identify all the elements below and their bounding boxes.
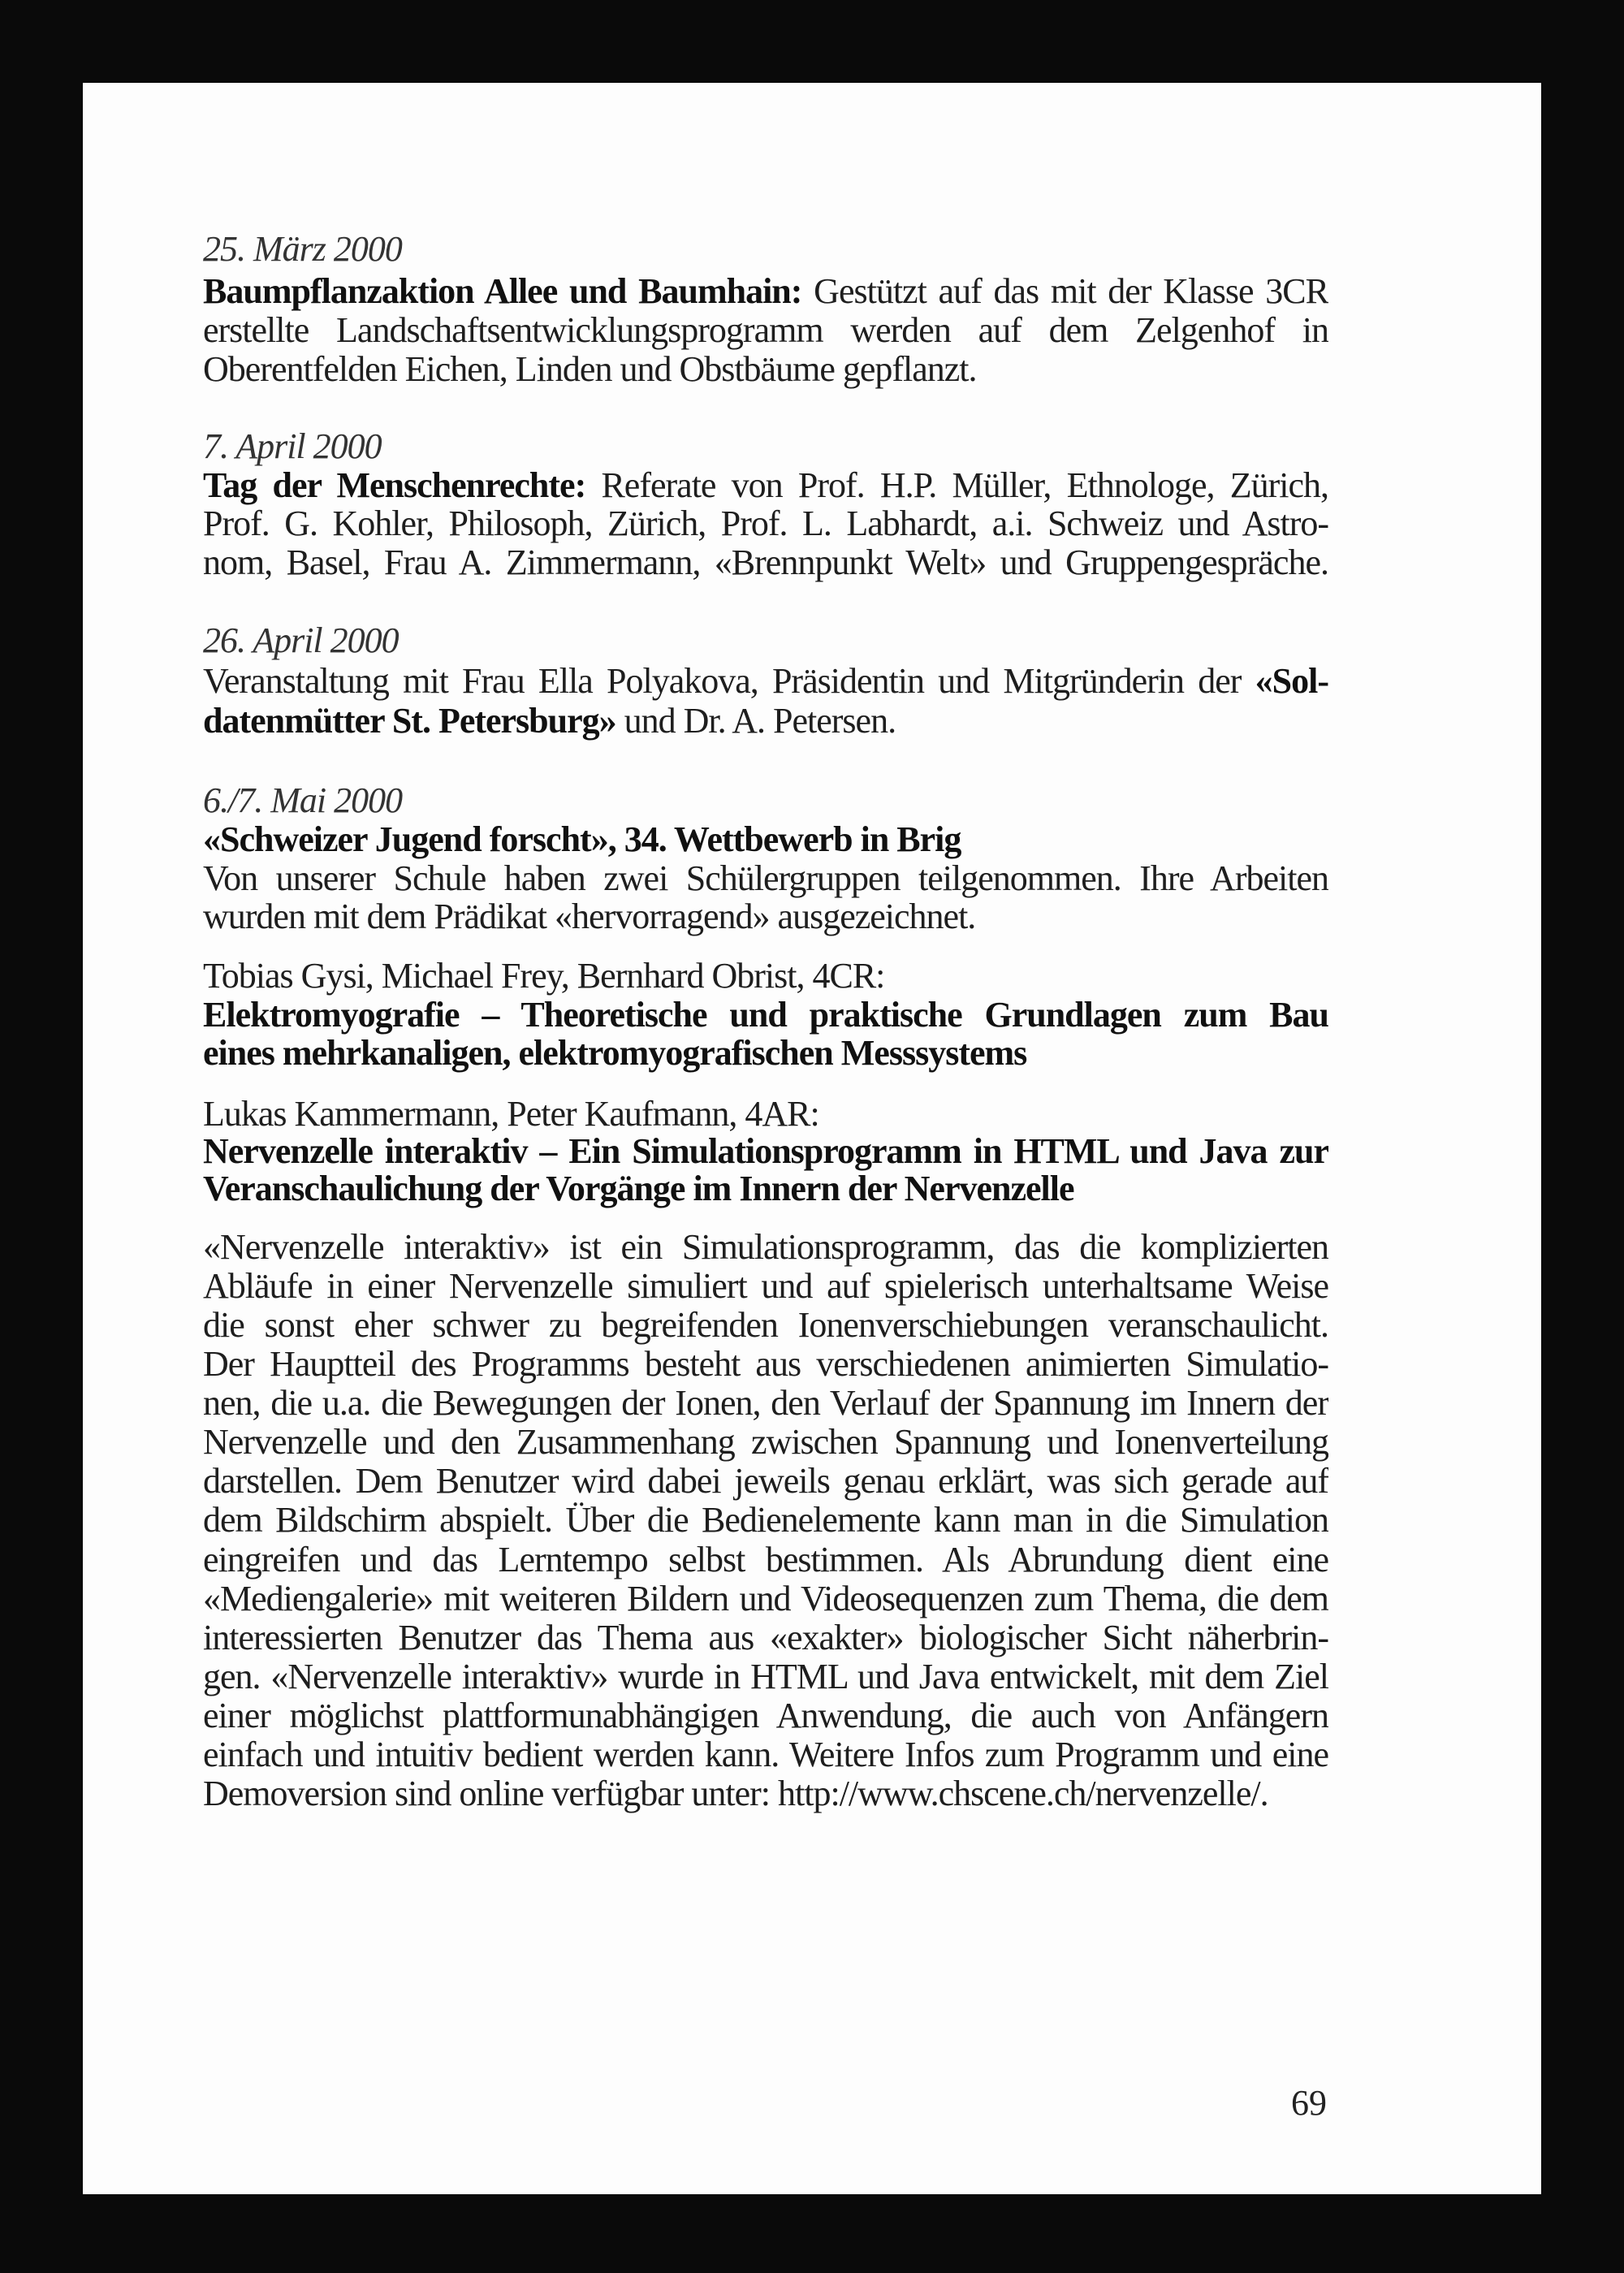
project-authors: Lukas Kammermann, Peter Kaufmann, 4AR:: [203, 1094, 819, 1134]
description-line: darstellen. Dem Benutzer wird dabei jeweils genau erklärt, was sich gerade auf: [203, 1461, 1328, 1501]
entry-text: Gestützt auf das mit der Klasse 3CR: [801, 271, 1328, 311]
entry-line: [203, 465, 1328, 507]
description-line: dem Bildschirm abspielt. Über die Bedienelemente kann man in die Simulation: [203, 1500, 1328, 1540]
entry-line: Von unserer Schule haben zwei Schülergruppen teilgenommen. Ihre Arbeiten: [203, 858, 1328, 898]
entry-text: Veranstaltung mit Frau Ella Polyakova, Präsidentin und Mitgründerin der: [203, 661, 1255, 701]
description-line: «Mediengalerie» mit weiteren Bildern und Videosequenzen zum Thema, die dem: [203, 1579, 1328, 1618]
entry-line: [203, 819, 1328, 861]
entry-line: [203, 660, 1328, 702]
entry-text: und Dr. A. Petersen.: [615, 701, 896, 741]
entry-heading: Baumpflanzaktion Allee und Baumhain:: [203, 271, 802, 311]
entry-heading: «Schweizer Jugend forscht», 34. Wettbewerb in Brig: [203, 819, 961, 859]
entry-line: wurden mit dem Prädikat «hervorragend» ausgezeichnet.: [203, 897, 976, 936]
entry-line: erstellte Landschaftsentwicklungsprogramm werden auf dem Zelgenhof in: [203, 310, 1328, 350]
entry-line: Oberentfelden Eichen, Linden und Obstbäume gepflanzt.: [203, 349, 977, 389]
page-number: 69: [1291, 2083, 1327, 2123]
description-line: die sonst eher schwer zu begreifenden Ionenverschiebungen veranschaulicht.: [203, 1305, 1328, 1345]
description-line: Der Hauptteil des Programms besteht aus verschiedenen animierten Simulatio-: [203, 1344, 1328, 1384]
project-title: [203, 994, 1328, 1036]
entry-line: nom, Basel, Frau A. Zimmermann, «Brennpunkt Welt» und Gruppengespräche.: [203, 542, 1328, 582]
project-authors: Tobias Gysi, Michael Frey, Bernhard Obrist, 4CR:: [203, 956, 885, 996]
project-title: [203, 1130, 1328, 1173]
description-line: Abläufe in einer Nervenzelle simuliert und auf spielerisch unterhaltsame Weise: [203, 1266, 1328, 1306]
project-title-line: Veranschaulichung der Vorgänge im Innern der Nervenzelle: [203, 1169, 1074, 1208]
description-line: einer möglichst plattformunabhängigen Anwendung, die auch von Anfängern: [203, 1696, 1328, 1735]
project-title-line: Nervenzelle interaktiv – Ein Simulationsprogramm in HTML und Java zur: [203, 1131, 1328, 1171]
description-line: «Nervenzelle interaktiv» ist ein Simulationsprogramm, das die komplizierten: [203, 1227, 1328, 1267]
entry-date: 26. April 2000: [203, 620, 399, 660]
description-line: gen. «Nervenzelle interaktiv» wurde in HTML und Java entwickelt, mit dem Ziel: [203, 1657, 1328, 1696]
entry-line: Prof. G. Kohler, Philosoph, Zürich, Prof. L. Labhardt, a.i. Schweiz und Astro-: [203, 503, 1328, 543]
entry-text: Referate von Prof. H.P. Müller, Ethnologe, Zürich,: [585, 465, 1328, 505]
entry-line: [203, 270, 1328, 313]
entry-date: 25. März 2000: [203, 229, 402, 269]
entry-date: 7. April 2000: [203, 426, 382, 466]
description-line: Nervenzelle und den Zusammenhang zwischen Spannung und Ionenverteilung: [203, 1422, 1328, 1462]
description-line: einfach und intuitiv bedient werden kann. Weitere Infos zum Programm und eine: [203, 1735, 1328, 1774]
description-line: Demoversion sind online verfügbar unter: http://www.chscene.ch/nervenzelle/.: [203, 1774, 1268, 1813]
entry-line: [203, 700, 1328, 742]
entry-heading: Tag der Menschenrechte:: [203, 465, 586, 505]
entry-heading: datenmütter St. Petersburg»: [203, 701, 616, 741]
project-title: [203, 1032, 1328, 1074]
project-title: [203, 1168, 1328, 1210]
document-page: [83, 83, 1541, 2194]
project-title-line: eines mehrkanaligen, elektromyografischen Messsystems: [203, 1033, 1027, 1073]
entry-heading: «Sol-: [1255, 661, 1328, 701]
entry-date: 6./7. Mai 2000: [203, 780, 403, 820]
description-line: nen, die u.a. die Bewegungen der Ionen, den Verlauf der Spannung im Innern der: [203, 1383, 1328, 1423]
description-line: interessierten Benutzer das Thema aus «exakter» biologischer Sicht näherbrin-: [203, 1618, 1328, 1657]
description-line: eingreifen und das Lerntempo selbst bestimmen. Als Abrundung dient eine: [203, 1540, 1328, 1579]
project-title-line: Elektromyografie – Theoretische und praktische Grundlagen zum Bau: [203, 995, 1328, 1035]
